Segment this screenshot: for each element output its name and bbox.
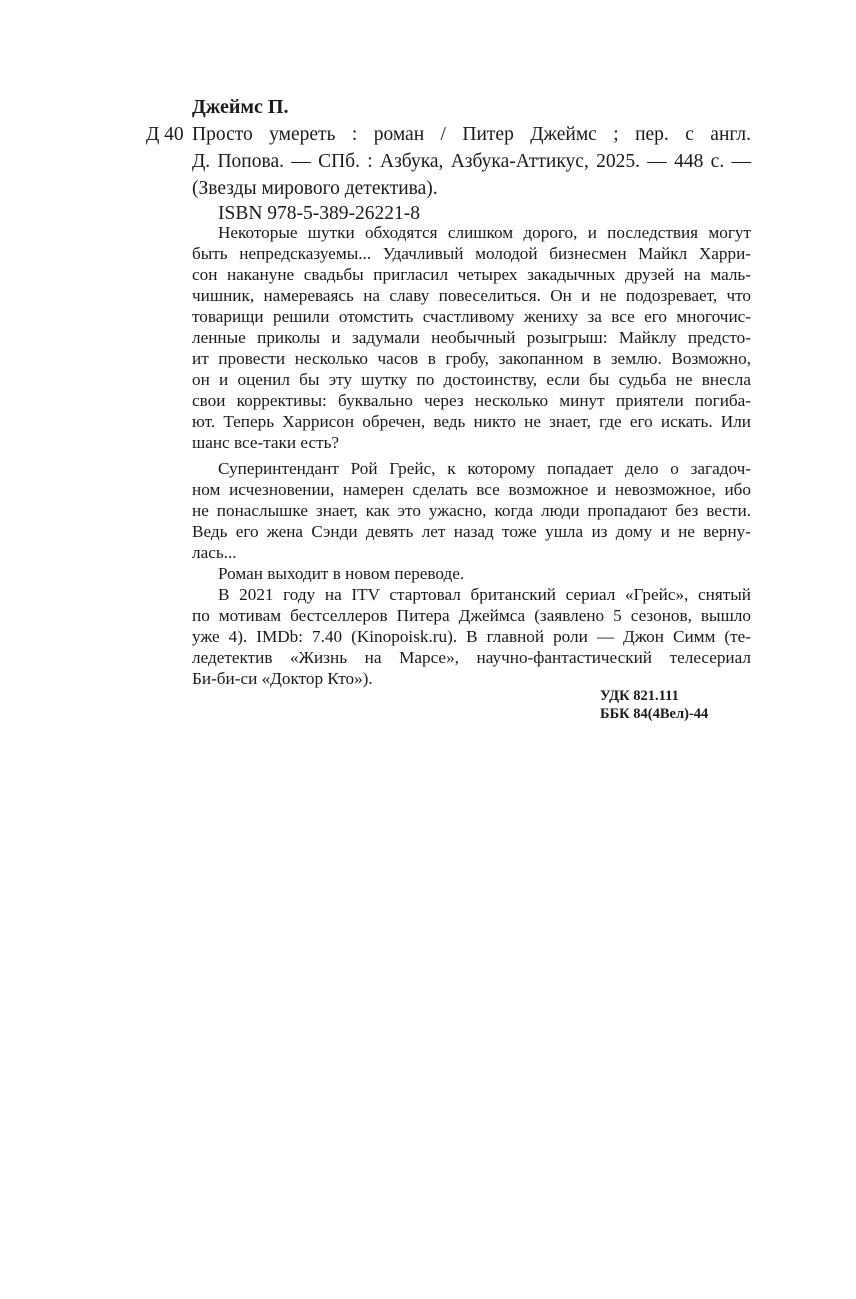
annotation-line: он и оценил бы эту шутку по достоинству, если бы судьба не внесла xyxy=(192,370,751,389)
title-line-3: (Звезды мирового детектива). xyxy=(192,178,438,199)
annotation-line: шанс все-таки есть? xyxy=(192,433,340,452)
annotation-line: ют. Теперь Харрисон обречен, ведь никто не знает, где его искать. Или xyxy=(192,412,751,431)
bbk-code: ББК 84(4Вел)-44 xyxy=(600,706,709,722)
title-line-1: Просто умереть : роман / Питер Джеймс ; пер. с англ. xyxy=(192,124,751,145)
annotation-line: сон накануне свадьбы пригласил четырех закадычных друзей на маль- xyxy=(192,265,751,284)
annotation-line: Би-би-си «Доктор Кто»). xyxy=(192,669,373,688)
annotation-line: чишник, намереваясь на славу повеселиться. Он и не подозревает, что xyxy=(192,286,751,305)
annotation-line: Ведь его жена Сэнди девять лет назад тоже ушла из дому и не верну- xyxy=(192,522,751,541)
isbn: ISBN 978-5-389-26221-8 xyxy=(218,203,421,224)
annotation-line: ленные приколы и задумали необычный розыгрыш: Майклу предсто- xyxy=(192,328,751,347)
annotation-line: уже 4). IMDb: 7.40 (Kinopoisk.ru). В главной роли — Джон Симм (те- xyxy=(192,627,751,646)
annotation-line: быть непредсказуемы... Удачливый молодой бизнесмен Майкл Харри- xyxy=(192,244,751,263)
annotation-line: ледетектив «Жизнь на Марсе», научно-фантастический телесериал xyxy=(192,648,751,667)
annotation-line: товарищи решили отомстить счастливому жениху за все его многочис- xyxy=(192,307,751,326)
author-code: Д 40 xyxy=(146,124,184,145)
annotation-line: Некоторые шутки обходятся слишком дорого, и последствия могут xyxy=(218,223,751,242)
author-heading: Джеймс П. xyxy=(192,96,289,118)
annotation-line: не понаслышке знает, как это ужасно, когда люди пропадают без вести. xyxy=(192,501,751,520)
annotation-line: по мотивам бестселлеров Питера Джеймса (заявлено 5 сезонов, вышло xyxy=(192,606,751,625)
annotation-line: свои коррективы: буквально через несколько минут приятели погиба- xyxy=(192,391,751,410)
annotation-line: В 2021 году на ITV стартовал британский сериал «Грейс», снятый xyxy=(218,585,751,604)
annotation-line: Суперинтендант Рой Грейс, к которому попадает дело о загадоч- xyxy=(218,459,751,478)
annotation-line: ит провести несколько часов в гробу, закопанном в землю. Возможно, xyxy=(192,349,751,368)
annotation-line: Роман выходит в новом переводе. xyxy=(218,564,465,583)
title-line-2: Д. Попова. — СПб. : Азбука, Азбука-Аттикус, 2025. — 448 с. — xyxy=(192,151,751,172)
udk-code: УДК 821.111 xyxy=(600,688,679,704)
annotation-line: ном исчезновении, намерен сделать все возможное и невозможное, ибо xyxy=(192,480,751,499)
annotation-line: лась... xyxy=(192,543,237,562)
